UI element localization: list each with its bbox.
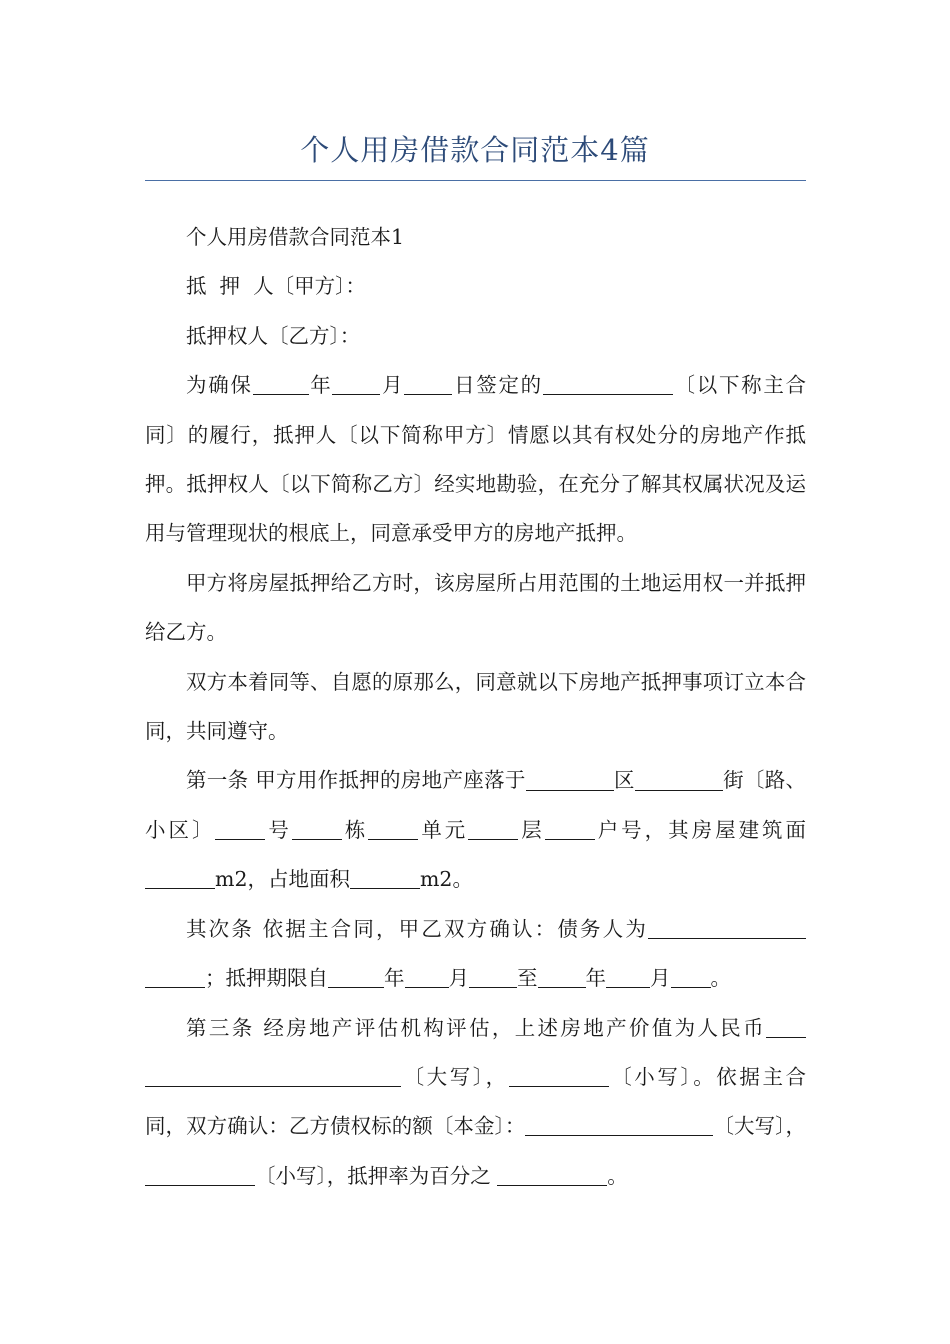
blank-value-upper bbox=[145, 1064, 401, 1087]
blank-start-year bbox=[328, 966, 384, 989]
paragraph-principle: 双方本着同等、自愿的原那么，同意就以下房地产抵押事项订立本合同，共同遵守。 bbox=[145, 669, 806, 744]
blank-building bbox=[292, 817, 342, 840]
blank-contract-name bbox=[543, 373, 673, 396]
blank-principal-lower bbox=[145, 1163, 255, 1186]
article-1: 第一条 甲方用作抵押的房地产座落于 区 街〔路、小区〕 号 栋 单元 层 户号，其房屋建筑面m2，占地面积 m2。 bbox=[145, 768, 807, 892]
blank-principal-upper bbox=[525, 1114, 713, 1137]
blank-start-month bbox=[405, 966, 449, 989]
blank-district bbox=[526, 768, 614, 791]
blank-day bbox=[404, 373, 452, 396]
article-2: 其次条 依据主合同，甲乙双方确认：债务人为；抵押期限自 年 月 至 年 月 。 bbox=[145, 905, 806, 1004]
blank-value-lower bbox=[509, 1064, 609, 1087]
blank-debtor-cont bbox=[145, 966, 205, 989]
section-heading: 个人用房借款合同范本1 bbox=[186, 225, 405, 249]
article-3: 第三条 经房地产评估机构评估，上述房地产价值为人民币〔大写〕， 〔小写〕。依据主合同，双方确认：乙方债权标的额〔本金〕： 〔大写〕，〔小写〕，抵押率为百分之 。 bbox=[145, 1015, 807, 1188]
blank-end-day bbox=[671, 966, 711, 989]
blank-land-area bbox=[350, 867, 420, 890]
blank-room bbox=[545, 817, 595, 840]
blank-number bbox=[215, 817, 265, 840]
document-body bbox=[145, 213, 806, 1201]
blank-unit bbox=[368, 817, 418, 840]
blank-street bbox=[635, 768, 723, 791]
blank-year bbox=[253, 373, 309, 396]
blank-floor bbox=[468, 817, 518, 840]
title-divider bbox=[145, 180, 806, 181]
mortgagor-line: 抵 押 人〔甲方〕： bbox=[186, 274, 366, 299]
mortgagee-line: 抵押权人〔乙方〕： bbox=[186, 323, 361, 348]
blank-start-day bbox=[469, 966, 517, 989]
blank-value-prefix bbox=[766, 1015, 806, 1038]
blank-month bbox=[332, 373, 380, 396]
blank-end-year bbox=[538, 966, 586, 989]
paragraph-land-use: 甲方将房屋抵押给乙方时，该房屋所占用范围的土地运用权一并抵押给乙方。 bbox=[145, 570, 806, 645]
blank-mortgage-rate bbox=[497, 1163, 607, 1186]
blank-building-area bbox=[145, 867, 215, 890]
document-title: 个人用房借款合同范本4篇 bbox=[300, 133, 650, 167]
blank-debtor bbox=[648, 916, 806, 939]
blank-end-month bbox=[606, 966, 650, 989]
paragraph-purpose: 为确保 年 月 日签定的 〔以下称主合同〕的履行，抵押人〔以下简称甲方〕情愿以其有权处分的房地产作抵押。抵押权人〔以下简称乙方〕经实地勘验，在充分了解其权属状况及运用与管理现状的根底上，同意承受甲方的房地产抵押。 bbox=[145, 373, 807, 546]
